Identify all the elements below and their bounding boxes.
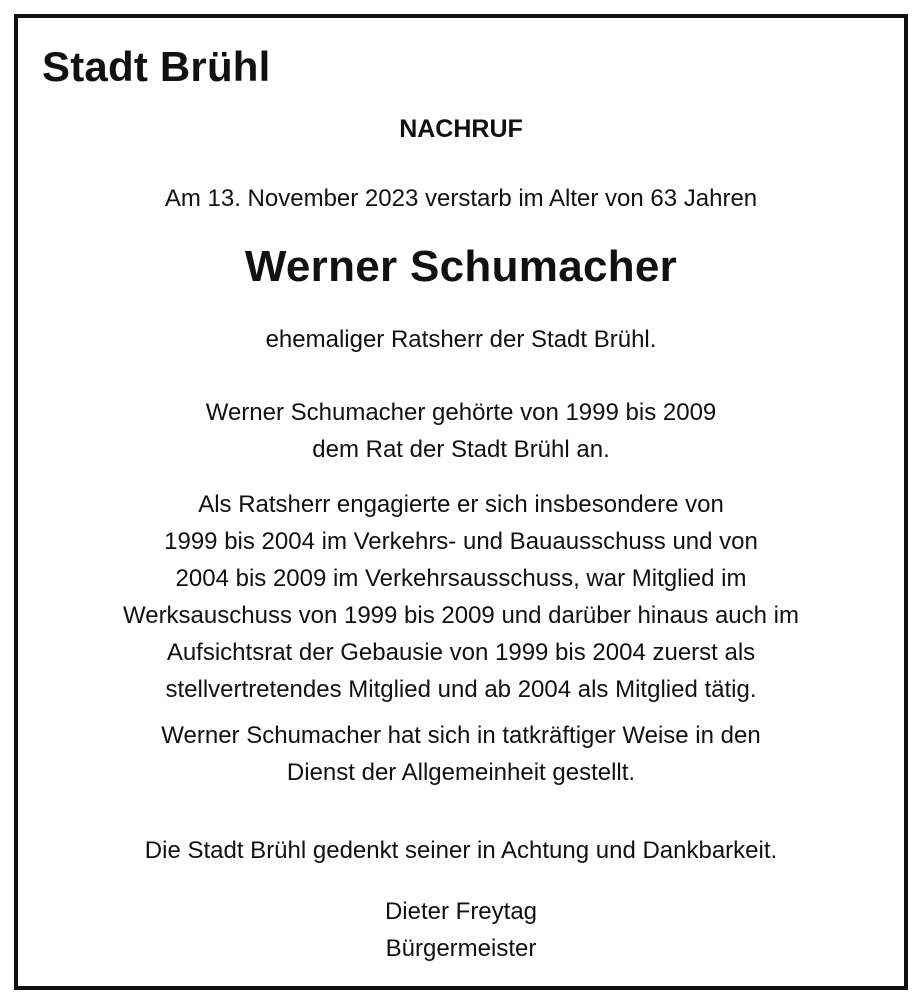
paragraph-line: 2004 bis 2009 im Verkehrsausschuss, war Mitglied im [175,565,747,592]
signatory-title: Bürgermeister [385,935,537,962]
paragraph-public-service [18,717,904,791]
paragraph-line: Werksauschuss von 1999 bis 2009 und darüber hinaus auch im [123,602,799,629]
signature-block [18,893,904,967]
paragraph-line: Werner Schumacher gehörte von 1999 bis 2009 [205,399,717,426]
paragraph-council-membership [18,394,904,468]
obituary-notice [14,14,908,990]
paragraph-line: Werner Schumacher hat sich in tatkräftiger Weise in den [161,722,761,749]
paragraph-line: Als Ratsherr engagierte er sich insbesondere von [198,491,724,518]
issuer-title: Stadt Brühl [42,43,271,90]
paragraph-engagement [18,486,904,708]
paragraph-line: dem Rat der Stadt Brühl an. [312,436,610,463]
paragraph-line: Dienst der Allgemeinheit gestellt. [286,759,636,786]
deceased-role: ehemaliger Ratsherr der Stadt Brühl. [265,326,657,353]
signatory-name: Dieter Freytag [384,898,538,925]
notice-heading: NACHRUF [399,115,523,143]
paragraph-line: 1999 bis 2004 im Verkehrs- und Bauausschuss und von [164,528,758,555]
paragraph-line: stellvertretendes Mitglied und ab 2004 als Mitglied tätig. [165,676,757,703]
intro-line: Am 13. November 2023 verstarb im Alter von 63 Jahren [164,185,758,212]
closing-statement: Die Stadt Brühl gedenkt seiner in Achtung und Dankbarkeit. [144,837,778,864]
deceased-name: Werner Schumacher [244,242,678,291]
paragraph-line: Aufsichtsrat der Gebausie von 1999 bis 2004 zuerst als [166,639,756,666]
